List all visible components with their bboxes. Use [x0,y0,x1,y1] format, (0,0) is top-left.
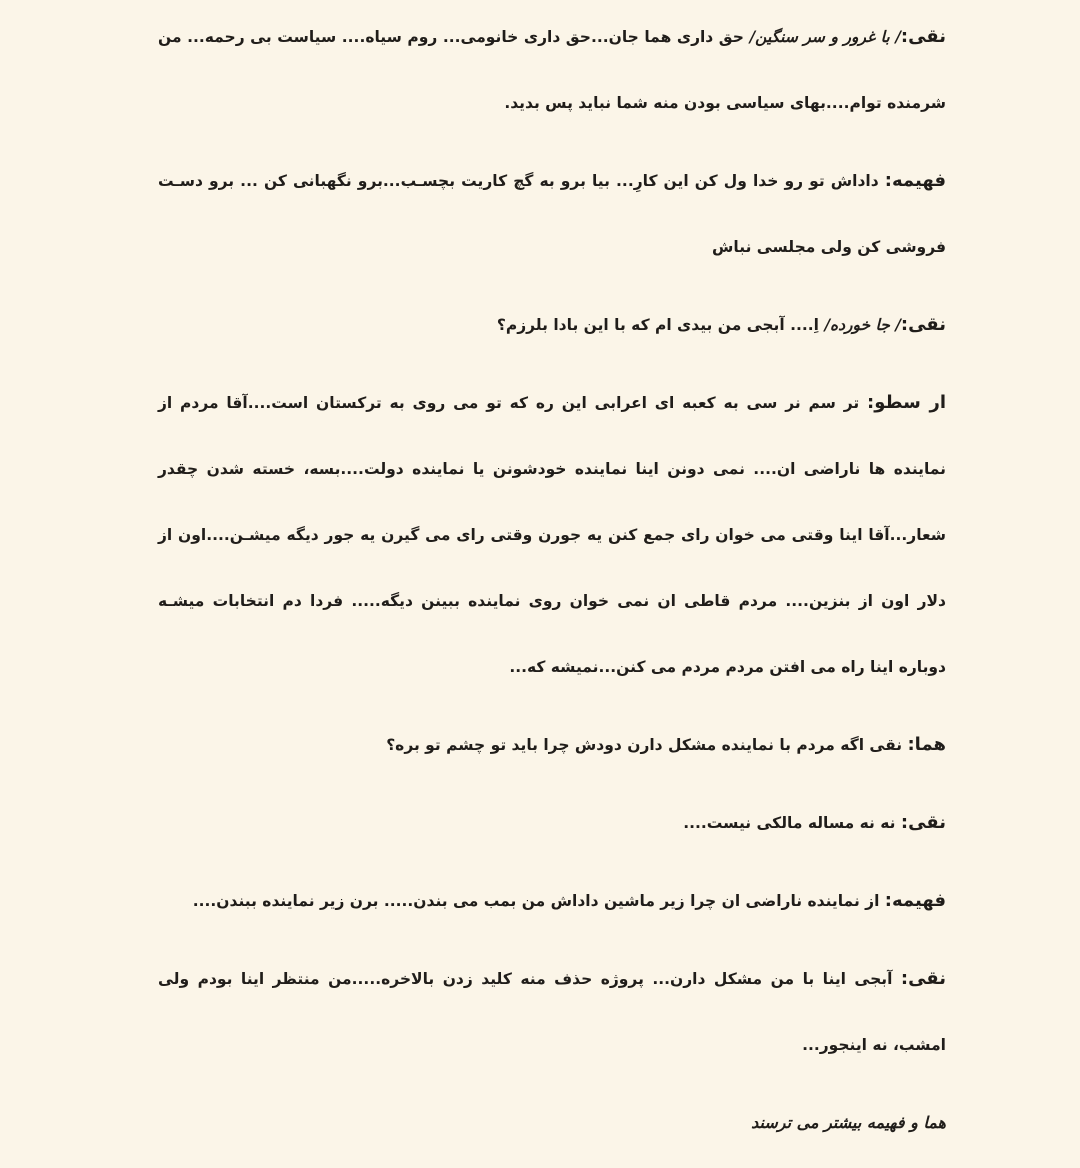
dialogue-text: اِ.... آبجی من بیدی ام که با این بادا بلرزم؟ [496,316,825,334]
dialogue-block [158,4,946,1168]
dialogue-text: نه نه مساله مالکی نیست.... [683,814,901,832]
stage-direction: / جا خورده/ [824,315,901,334]
speaker-name: فهیمه: [884,170,946,191]
speaker-name: نقی: [900,26,947,47]
dialogue-line [158,790,946,856]
speaker-name: فهیمه: [884,890,946,911]
speaker-name: نقی: [900,968,946,989]
dialogue-line [158,370,946,700]
dialogue-text: از نماینده ناراضی ان چرا زیر ماشین داداش من بمب می بندن..... برن زیر نماینده ببندن.... [192,892,885,910]
dialogue-line [158,868,946,934]
dialogue-text: آبجی اینا با من مشکل دارن... پروژه حذف منه کلید زدن بالاخره.....من منتظر اینا بودم ولی امشب، نه اینجور... [158,970,946,1054]
speaker-name: نقی: [900,314,946,335]
dialogue-line [158,148,946,280]
dialogue-line [158,946,946,1078]
stage-direction: / با غرور و سر سنگین/ [749,27,901,46]
dialogue-text: نقی اگه مردم با نماینده مشکل دارن دودش چرا باید تو چشم تو بره؟ [386,736,908,754]
dialogue-line [158,4,946,136]
speaker-name: نقی: [900,812,946,833]
dialogue-text: داداش تو رو خدا ول کن این کارِ... بیا برو به گچ کاریت بچسـب...برو نگهبانی کن ... برو دسـت فروشی کن ولی مجلسی نباش [158,172,946,256]
dialogue-text: حق داری هما جان...حق داری خانومی... روم سیاه.... سیاست بی رحمه... من شرمنده توام....بهای سیاسی بودن منه شما نباید پس بدید. [158,28,946,112]
dialogue-text: تر سم نر سی به کعبه ای اعرابی این ره که تو می روی به ترکستان است....آقا مردم از نماینده ها ناراضی ان.... نمی دونن اینا نماینده خودشونن یا نماینده دولت....بسه، خسته شدن چقدر شعار...آقا اینا وقتی می خوان رای جمع کنن یه جورن وقتی رای می گیرن یه جور دیگه میشـن....اون از دلار اون از بنزین.... مردم قاطی ان نمی خوان روی نماینده ببینن دیگه..... فردا دم انتخابات میشـه دوباره اینا راه می افتن مردم مردم می کنن...نمیشه که... [158,394,946,676]
dialogue-line [158,712,946,778]
dialogue-line [158,292,946,358]
closing-stage-direction: هما و فهیمه بیشتر می ترسند [751,1113,946,1132]
speaker-name: هما: [907,734,946,755]
speaker-name: ار سطو: [867,392,946,413]
